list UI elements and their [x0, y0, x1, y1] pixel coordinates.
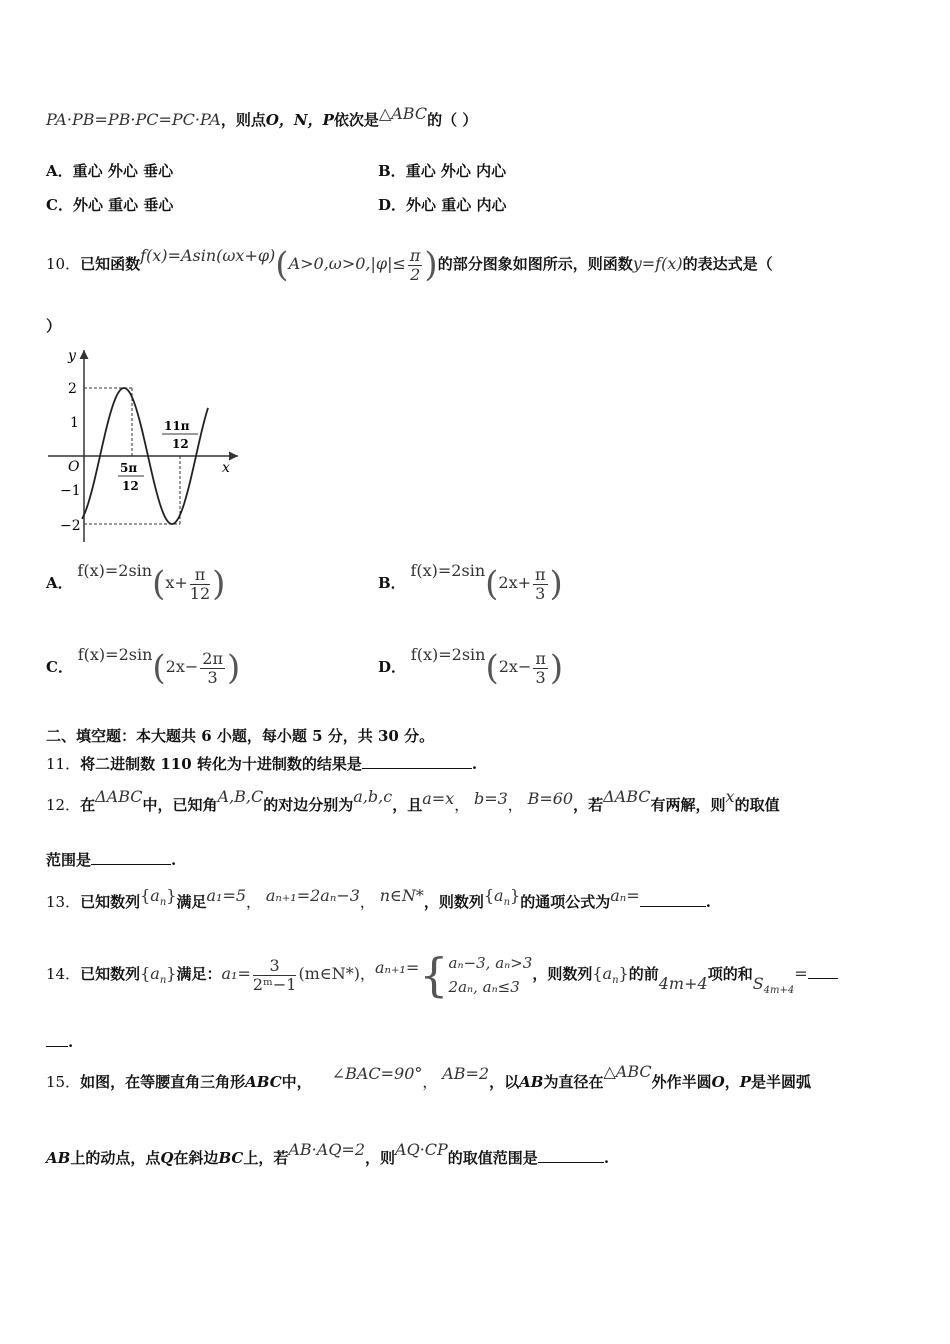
q14-text: 的前 — [628, 965, 659, 983]
q15-text: ，则 — [365, 1149, 396, 1167]
option-fraction — [200, 650, 225, 687]
q12-cond1: a=x — [422, 789, 455, 808]
q9-stem — [46, 104, 904, 130]
fraction-denominator: 3 — [535, 583, 546, 603]
q11-text: 将二进制数 110 转化为十进制数的结果是 — [80, 755, 362, 773]
xtick-11pi12-num: 11π — [164, 419, 190, 433]
fraction-numerator: 3 — [253, 957, 297, 976]
q15-line1: 15．如图，在等腰直角三角形ABC中， ∠BAC=90°， AB=2，以AB为直径在△ABC外作半圆O，P是半圆弧 — [46, 1062, 812, 1091]
fraction-numerator: π — [190, 566, 210, 585]
xtick-5pi12-num: 5π — [120, 461, 138, 475]
ytick-neg1: −1 — [60, 483, 81, 499]
option-label: A． — [46, 574, 73, 592]
option-label: A． — [46, 162, 73, 180]
q9-points: O，N，P — [265, 111, 334, 129]
q12-text: ，且 — [392, 796, 423, 814]
q14-end: . — [68, 1033, 74, 1051]
q13-answer-blank[interactable] — [640, 890, 706, 907]
ytick-2: 2 — [68, 381, 77, 397]
option-label: C． — [46, 658, 73, 676]
q9-triangle: △ABC — [378, 104, 428, 123]
fraction-denominator: 2ᵐ−1 — [252, 974, 297, 994]
q13-end: . — [705, 893, 711, 911]
fraction-numerator: π — [535, 564, 546, 584]
seq-symbol: a — [150, 964, 160, 983]
q12-line1: 12．在ΔABC中，已知角A,B,C的对边分别为a,b,c，且a=x， b=3， B=60，若ΔABC有两解，则x的取值 — [46, 787, 780, 814]
q15-text: 外作半圆 — [651, 1073, 712, 1091]
q12-text: ，若 — [573, 796, 604, 814]
option-func: f(x)=2sin — [410, 561, 486, 580]
q15-ab: AB — [46, 1149, 71, 1167]
q10-option-c[interactable]: C． f(x)=2sin(2x− $\frac{2\pi}{3}$ ) — [46, 645, 241, 688]
q15-text: ， — [724, 1073, 740, 1091]
q13-text: 的通项公式为 — [520, 893, 611, 911]
q12-answer-blank[interactable] — [91, 848, 171, 865]
question-number: 10． — [46, 255, 81, 273]
option-text: 外心 重心 垂心 — [72, 196, 174, 214]
q14-answer-blank[interactable] — [808, 962, 838, 979]
q9-end: 的（ ） — [427, 111, 478, 129]
question-number: 11． — [46, 755, 81, 773]
q14-cond: (m∈N*) — [298, 964, 360, 983]
q11 — [46, 752, 904, 774]
q15-cond4: AQ·CP — [395, 1140, 448, 1159]
section-heading: 二、填空题：本大题共 6 小题，每小题 5 分，共 30 分。 — [46, 727, 435, 745]
q15-ab: AB — [519, 1073, 544, 1091]
option-func: f(x)=2sin — [77, 561, 153, 580]
q14-sequence2: $\{a_n\}$ — [592, 964, 629, 987]
q14-line2 — [46, 1030, 904, 1052]
option-text: 外心 重心 内心 — [406, 196, 507, 214]
q12-triangle2: ΔABC — [603, 787, 651, 806]
q9-option-a[interactable] — [46, 161, 173, 181]
q13: 13．已知数列$\{a_n\}$满足a₁=5， aₙ₊₁=2aₙ−3， n∈N*，则数列$\{a_n\}$的通项公式为aₙ= . — [46, 886, 711, 911]
q15-triangle: △ABC — [603, 1062, 652, 1081]
seq-symbol: a — [494, 886, 504, 905]
q9-option-c[interactable] — [46, 195, 173, 215]
option-inner: 2x− — [498, 657, 532, 676]
q14-eq: = — [794, 964, 808, 983]
q14-terms: 4m+4 — [658, 974, 708, 993]
q12-cond3: B=60 — [527, 789, 574, 808]
option-label: C． — [46, 196, 73, 214]
fraction-numerator: π — [535, 648, 546, 668]
question-number: 13． — [46, 893, 81, 911]
seq-symbol: a — [150, 886, 160, 905]
fraction-numerator: π — [409, 245, 421, 265]
q13-sequence: $\{a_n\}$ — [140, 886, 177, 909]
q15-q: Q — [160, 1149, 174, 1167]
fraction-denominator: 12 — [189, 583, 211, 603]
q15-cond3: AB·AQ=2 — [288, 1140, 366, 1159]
y-axis-label: y — [68, 348, 76, 364]
q10-option-d[interactable]: D． f(x)=2sin(2x− $\frac{\pi}{3}$ ) — [378, 645, 564, 688]
xtick-5pi12-den: 12 — [122, 479, 139, 493]
q15-text: 是半圆弧 — [751, 1073, 812, 1091]
q10-option-b[interactable]: B． f(x)=2sin(2x+ $\frac{\pi}{3}$ ) — [378, 561, 563, 604]
case2: 2aₙ, aₙ≤3 — [448, 978, 520, 996]
q15-cond1: ∠BAC=90° — [331, 1064, 423, 1083]
option-text: 重心 外心 内心 — [405, 162, 507, 180]
q14: 14．已知数列$\{a_n\}$满足：a₁= $\frac{3}{\text{2ᵐ−1}}$ (m∈N*)，aₙ₊₁={ aₙ−3, aₙ>3 2aₙ, aₙ≤3 ，则数列$\{a_n\}$的前4m+4项的和$S_{4m+4}=$ — [46, 944, 904, 1004]
q14-an1: aₙ₊₁= — [374, 958, 420, 977]
q15-line2 — [46, 1140, 904, 1176]
q15-bc: BC — [218, 1149, 244, 1167]
fraction-denominator: 2 — [410, 264, 421, 284]
ytick-1: 1 — [70, 415, 79, 431]
q10-function: f(x)=Asin(ωx+φ) — [140, 246, 276, 265]
option-fraction — [533, 566, 548, 603]
q12-triangle: ΔABC — [95, 787, 143, 806]
q11-end: . — [471, 755, 478, 773]
q15-text: 在斜边 — [173, 1149, 219, 1167]
q10-end: 的表达式是（ — [682, 255, 773, 273]
origin-label: O — [68, 459, 80, 475]
q13-sequence2: $\{a_n\}$ — [483, 886, 521, 909]
xtick-11pi12-den: 12 — [172, 437, 189, 451]
option-label: B． — [378, 162, 406, 180]
q15-text: 上的动点，点 — [70, 1149, 161, 1167]
q15-text: 的取值范围是 — [447, 1149, 538, 1167]
option-func: f(x)=2sin — [77, 645, 153, 664]
q10-close-paren: ） — [46, 317, 62, 335]
q12-line2 — [46, 848, 904, 870]
question-number: 14． — [46, 965, 81, 983]
q9-vector-expression: PA·PB=PB·PC=PC·PA — [46, 110, 221, 129]
q15-text: 中， — [281, 1073, 312, 1091]
q13-an: aₙ= — [610, 886, 640, 905]
ytick-neg2: −2 — [60, 518, 81, 534]
q15-end: . — [603, 1149, 610, 1167]
q15-text: 上，若 — [243, 1149, 289, 1167]
sine-graph — [46, 344, 246, 546]
q14-text: 满足： — [176, 965, 222, 983]
q12-angles: A,B,C — [217, 787, 264, 806]
q14-fraction — [253, 957, 297, 994]
option-fraction — [190, 566, 210, 603]
q14-sum — [752, 974, 795, 997]
q10-option-a[interactable]: A． f(x)=2sin(x+ $\frac{\pi}{12}$ ) — [46, 561, 226, 604]
q15-text: 如图，在等腰直角三角形 — [80, 1073, 246, 1091]
q13-text: ，则数列 — [423, 893, 484, 911]
q9-option-b[interactable] — [378, 161, 506, 181]
q10-text: 已知函数 — [80, 255, 141, 273]
q13-text: 满足 — [176, 893, 207, 911]
q14-answer-blank-cont[interactable] — [46, 1030, 68, 1047]
q14-a1: a₁= — [221, 964, 251, 983]
q10-function2: y=f(x) — [632, 254, 683, 273]
option-text: 重心 外心 垂心 — [72, 162, 174, 180]
q15-text: ，以 — [489, 1073, 520, 1091]
option-inner: 2x+ — [498, 573, 531, 592]
q12-cond2: b=3 — [473, 789, 508, 808]
q12-text: 范围是 — [46, 851, 92, 869]
option-label: D． — [378, 658, 407, 676]
q13-text: 已知数列 — [80, 893, 141, 911]
question-number: 12． — [46, 796, 81, 814]
fraction-denominator: 3 — [535, 667, 546, 687]
fraction-denominator: 3 — [207, 667, 218, 687]
question-number: 15． — [46, 1073, 81, 1091]
q15-o: O — [711, 1073, 725, 1091]
q9-text2: 依次是 — [333, 111, 379, 129]
x-axis-label: x — [222, 460, 230, 476]
q9-text: ，则点 — [220, 111, 266, 129]
fraction-numerator: 2π — [202, 648, 223, 668]
q10-cond-fraction — [408, 247, 423, 284]
q15-abc: ABC — [245, 1073, 282, 1091]
q14-text: 项的和 — [707, 965, 753, 983]
q12-sides: a,b,c — [353, 787, 393, 806]
option-inner: x+ — [165, 573, 188, 592]
q12-text: 中，已知角 — [142, 796, 218, 814]
q10-condition: A>0,ω>0,|φ|≤ — [288, 254, 406, 273]
q15-p: P — [739, 1073, 751, 1091]
option-label: D． — [378, 196, 407, 214]
q10-stem: 10．已知函数f(x)=Asin(ωx+φ)(A>0,ω>0,|φ|≤ $\frac{\pi}{2}$ )的部分图象如图所示，则函数y=f(x)的表达式是（ — [46, 245, 773, 285]
q12-end: . — [171, 851, 177, 869]
option-fraction — [533, 650, 548, 687]
option-inner: 2x− — [165, 657, 199, 676]
q12-variable: x — [725, 787, 735, 806]
q14-text: 已知数列 — [80, 965, 141, 983]
q15-text: 为直径在 — [543, 1073, 604, 1091]
option-func: f(x)=2sin — [410, 645, 486, 664]
q14-cases — [449, 951, 533, 999]
q14-sequence: $\{a_n\}$ — [140, 964, 177, 987]
q13-cond2: aₙ₊₁=2aₙ−3 — [265, 886, 360, 905]
q12-text: 的取值 — [734, 796, 780, 814]
q11-answer-blank[interactable] — [362, 752, 472, 769]
sum-symbol: S — [752, 974, 764, 993]
sum-subscript: 4m+4 — [763, 985, 795, 997]
q14-text: ，则数列 — [532, 965, 593, 983]
option-label: B． — [378, 574, 406, 592]
q12-text: 有两解，则 — [650, 796, 726, 814]
case1: aₙ−3, aₙ>3 — [448, 954, 533, 972]
seq-symbol: a — [602, 964, 613, 983]
q13-cond1: a₁=5 — [206, 886, 247, 905]
q12-text: 在 — [80, 796, 96, 814]
q15-cond2: AB=2 — [442, 1064, 490, 1083]
q9-option-d[interactable] — [378, 195, 506, 215]
q12-text: 的对边分别为 — [263, 796, 354, 814]
q10-text2: 的部分图象如图所示，则函数 — [437, 255, 633, 273]
q15-answer-blank[interactable] — [538, 1146, 604, 1163]
q13-cond3: n∈N* — [379, 886, 424, 905]
